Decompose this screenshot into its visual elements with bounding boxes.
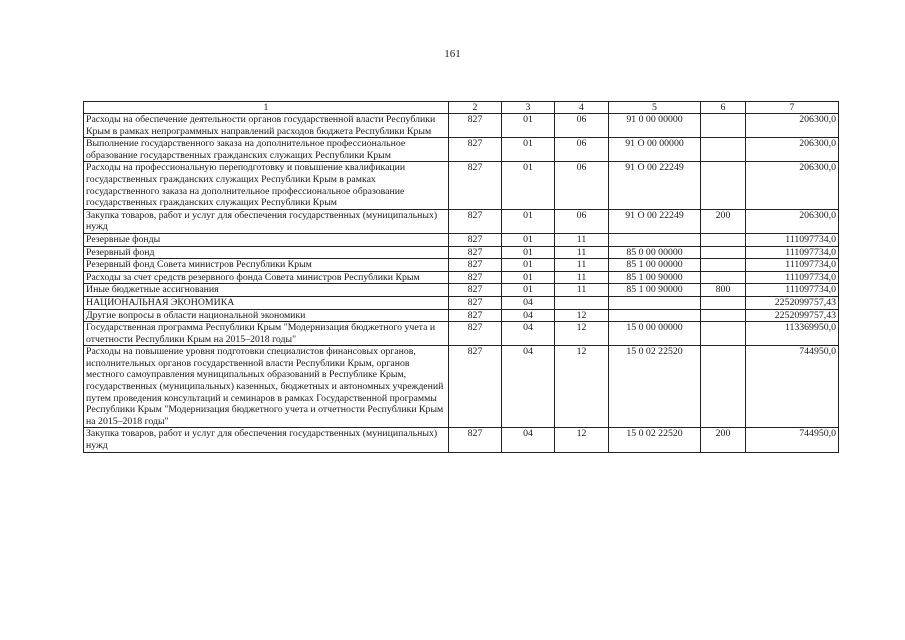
ministry-code-cell: 827 [449, 271, 502, 284]
column-header: 3 [502, 102, 555, 114]
item-name-cell: Расходы на профессиональную переподготовку и повышение квалификации государственных гражданских служащих Республики Крым в рамках государственного заказа на дополнительное профессиональное образование государственных гражданских служащих Республики Крым [84, 162, 449, 209]
section-code-cell: 01 [502, 209, 555, 233]
table-row [84, 162, 839, 209]
table-row [84, 246, 839, 259]
ministry-code-cell: 827 [449, 296, 502, 309]
item-name-cell: Закупка товаров, работ и услуг для обеспечения государственных (муниципальных) нужд [84, 209, 449, 233]
amount-cell: 206300,0 [746, 138, 839, 162]
expense-type-cell [701, 259, 746, 272]
column-header: 2 [449, 102, 502, 114]
section-code-cell: 04 [502, 346, 555, 428]
target-article-cell: 15 0 02 22520 [609, 346, 701, 428]
item-name-cell: Резервный фонд Совета министров Республики Крым [84, 259, 449, 272]
item-name-cell: Расходы за счет средств резервного фонда Совета министров Республики Крым [84, 271, 449, 284]
table-row [84, 209, 839, 233]
item-name-cell: Расходы на повышение уровня подготовки специалистов финансовых органов, исполнительных органов государственной власти Республики Крым, органов местного самоуправления муниципальных образований в Республике Крым, государственных (муниципальных) казенных, бюджетных и автономных учреждений путем проведения консультаций и семинаров в рамках Государственной программы Республики Крым "Модернизация бюджетного учета и отчетности Республики Крым на 2015–2018 годы" [84, 346, 449, 428]
target-article-cell: 85 1 00 00000 [609, 259, 701, 272]
subsection-code-cell [555, 296, 609, 309]
subsection-code-cell: 06 [555, 114, 609, 138]
item-name-cell: Государственная программа Республики Крым "Модернизация бюджетного учета и отчетности Республики Крым на 2015–2018 годы" [84, 322, 449, 346]
subsection-code-cell: 12 [555, 309, 609, 322]
item-name-cell: Расходы на обеспечение деятельности органов государственной власти Республики Крым в рамках непрограммных направлений расходов бюджета Республики Крым [84, 114, 449, 138]
item-name-cell: Закупка товаров, работ и услуг для обеспечения государственных (муниципальных) нужд [84, 428, 449, 452]
target-article-cell: 15 0 02 22520 [609, 428, 701, 452]
section-code-cell: 01 [502, 233, 555, 246]
target-article-cell: 15 0 00 00000 [609, 322, 701, 346]
expense-type-cell [701, 138, 746, 162]
table-row [84, 284, 839, 297]
subsection-code-cell: 12 [555, 346, 609, 428]
target-article-cell: 85 1 00 90000 [609, 271, 701, 284]
table-row [84, 271, 839, 284]
expense-type-cell [701, 246, 746, 259]
amount-cell: 744950,0 [746, 346, 839, 428]
amount-cell: 111097734,0 [746, 233, 839, 246]
subsection-code-cell: 11 [555, 246, 609, 259]
item-name-cell: Резервные фонды [84, 233, 449, 246]
section-code-cell: 01 [502, 284, 555, 297]
section-code-cell: 01 [502, 246, 555, 259]
table-row [84, 138, 839, 162]
amount-cell: 111097734,0 [746, 259, 839, 272]
expense-type-cell [701, 271, 746, 284]
subsection-code-cell: 06 [555, 162, 609, 209]
ministry-code-cell: 827 [449, 246, 502, 259]
expense-type-cell [701, 322, 746, 346]
item-name-cell: Резервный фонд [84, 246, 449, 259]
target-article-cell [609, 233, 701, 246]
ministry-code-cell: 827 [449, 284, 502, 297]
table-row [84, 296, 839, 309]
amount-cell: 111097734,0 [746, 284, 839, 297]
column-header: 7 [746, 102, 839, 114]
item-name-cell: Иные бюджетные ассигнования [84, 284, 449, 297]
item-name-cell: Другие вопросы в области национальной экономики [84, 309, 449, 322]
expense-type-cell [701, 346, 746, 428]
ministry-code-cell: 827 [449, 162, 502, 209]
target-article-cell: 85 1 00 90000 [609, 284, 701, 297]
table-row [84, 322, 839, 346]
column-header: 5 [609, 102, 701, 114]
ministry-code-cell: 827 [449, 138, 502, 162]
expense-type-cell [701, 309, 746, 322]
amount-cell: 2252099757,43 [746, 296, 839, 309]
amount-cell: 206300,0 [746, 162, 839, 209]
subsection-code-cell: 11 [555, 233, 609, 246]
ministry-code-cell: 827 [449, 114, 502, 138]
ministry-code-cell: 827 [449, 233, 502, 246]
section-code-cell: 04 [502, 309, 555, 322]
amount-cell: 111097734,0 [746, 271, 839, 284]
target-article-cell [609, 296, 701, 309]
subsection-code-cell: 12 [555, 428, 609, 452]
table-row [84, 233, 839, 246]
section-code-cell: 01 [502, 162, 555, 209]
subsection-code-cell: 06 [555, 138, 609, 162]
section-code-cell: 04 [502, 428, 555, 452]
section-code-cell: 04 [502, 296, 555, 309]
table-row [84, 428, 839, 452]
section-code-cell: 04 [502, 322, 555, 346]
subsection-code-cell: 11 [555, 259, 609, 272]
subsection-code-cell: 11 [555, 271, 609, 284]
expense-type-cell: 800 [701, 284, 746, 297]
table-row [84, 114, 839, 138]
target-article-cell [609, 309, 701, 322]
expense-type-cell: 200 [701, 428, 746, 452]
expense-type-cell [701, 162, 746, 209]
amount-cell: 206300,0 [746, 209, 839, 233]
column-header: 1 [84, 102, 449, 114]
page-number: 161 [444, 48, 461, 60]
ministry-code-cell: 827 [449, 209, 502, 233]
expense-type-cell [701, 114, 746, 138]
ministry-code-cell: 827 [449, 322, 502, 346]
target-article-cell: 91 0 00 00000 [609, 114, 701, 138]
column-header: 6 [701, 102, 746, 114]
table-row [84, 309, 839, 322]
amount-cell: 111097734,0 [746, 246, 839, 259]
section-code-cell: 01 [502, 138, 555, 162]
table-row [84, 346, 839, 428]
target-article-cell: 91 О 00 00000 [609, 138, 701, 162]
item-name-cell: НАЦИОНАЛЬНАЯ ЭКОНОМИКА [84, 296, 449, 309]
ministry-code-cell: 827 [449, 309, 502, 322]
ministry-code-cell: 827 [449, 428, 502, 452]
budget-table [83, 101, 839, 453]
amount-cell: 744950,0 [746, 428, 839, 452]
column-header: 4 [555, 102, 609, 114]
subsection-code-cell: 06 [555, 209, 609, 233]
section-code-cell: 01 [502, 271, 555, 284]
section-code-cell: 01 [502, 259, 555, 272]
target-article-cell: 91 О 00 22249 [609, 209, 701, 233]
amount-cell: 2252099757,43 [746, 309, 839, 322]
table-row [84, 259, 839, 272]
subsection-code-cell: 11 [555, 284, 609, 297]
ministry-code-cell: 827 [449, 259, 502, 272]
target-article-cell: 85 0 00 00000 [609, 246, 701, 259]
expense-type-cell [701, 233, 746, 246]
section-code-cell: 01 [502, 114, 555, 138]
header-row [84, 102, 839, 114]
expense-type-cell: 200 [701, 209, 746, 233]
ministry-code-cell: 827 [449, 346, 502, 428]
subsection-code-cell: 12 [555, 322, 609, 346]
target-article-cell: 91 О 00 22249 [609, 162, 701, 209]
expense-type-cell [701, 296, 746, 309]
amount-cell: 206300,0 [746, 114, 839, 138]
item-name-cell: Выполнение государственного заказа на дополнительное профессиональное образование государственных гражданских служащих Республики Крым [84, 138, 449, 162]
amount-cell: 113369950,0 [746, 322, 839, 346]
